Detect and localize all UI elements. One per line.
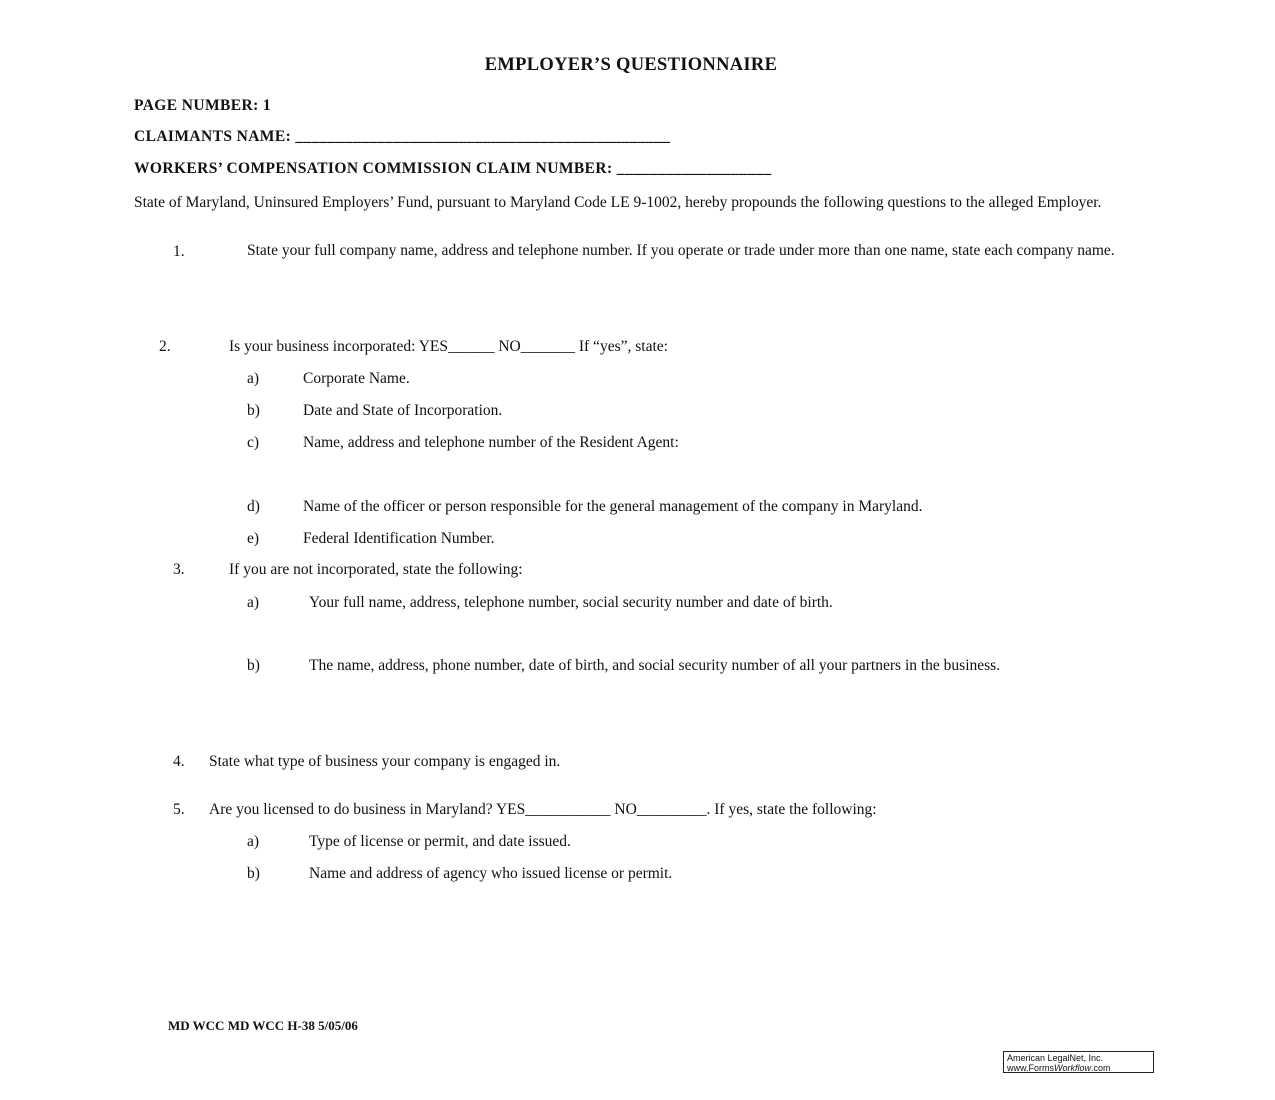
q3-item-a-letter: a): [247, 594, 260, 611]
brand-url-prefix: www.Forms: [1007, 1063, 1054, 1073]
question-4-text: State what type of business your company is engaged in.: [209, 753, 561, 770]
question-2-text: Is your business incorporated: YES______ NO_______ If “yes”, state:: [229, 338, 668, 355]
q5-item-b-text: Name and address of agency who issued license or permit.: [309, 865, 673, 882]
q5-item-a-letter: a): [247, 833, 260, 850]
brand-logo-box: [1003, 1051, 1154, 1073]
question-2-number: 2.: [159, 338, 171, 355]
q3-item-b-letter: b): [247, 657, 260, 674]
q2-item-a-letter: a): [247, 370, 260, 387]
q2-item-c-letter: c): [247, 434, 260, 451]
question-5-number: 5.: [173, 801, 185, 818]
q2-item-d-letter: d): [247, 498, 260, 515]
form-code: MD WCC MD WCC H-38 5/05/06: [168, 1018, 358, 1033]
page-number: PAGE NUMBER: 1: [134, 97, 272, 114]
q2-item-b-letter: b): [247, 402, 260, 419]
brand-line-2: [1007, 1063, 1150, 1073]
claim-number-field: WORKERS’ COMPENSATION COMMISSION CLAIM NUMBER: ___________________: [134, 160, 772, 177]
q2-item-e-text: Federal Identification Number.: [303, 530, 495, 547]
question-1-number: 1.: [173, 243, 185, 260]
q5-item-a-text: Type of license or permit, and date issued.: [309, 833, 571, 850]
q2-item-d-text: Name of the officer or person responsible for the general management of the company in Maryland.: [303, 498, 923, 515]
q2-item-a-text: Corporate Name.: [303, 370, 410, 387]
q5-item-b-letter: b): [247, 865, 260, 882]
claimant-name-field: CLAIMANTS NAME: ______________________________________________: [134, 128, 671, 145]
q2-item-b-text: Date and State of Incorporation.: [303, 402, 503, 419]
question-5-text: Are you licensed to do business in Maryland? YES___________ NO_________. If yes, state the following:: [209, 801, 877, 818]
brand-url-suffix: .com: [1091, 1063, 1111, 1073]
q3-item-a-text: Your full name, address, telephone number, social security number and date of birth.: [309, 594, 833, 611]
brand-line-1: American LegalNet, Inc.: [1007, 1053, 1104, 1063]
q2-item-e-letter: e): [247, 530, 260, 547]
q2-item-c-text: Name, address and telephone number of the Resident Agent:: [303, 434, 679, 451]
question-1-text: State your full company name, address and telephone number. If you operate or trade under more than one name, state each company name.: [247, 242, 1115, 259]
q3-item-b-text: The name, address, phone number, date of birth, and social security number of all your partners in the business.: [309, 657, 1001, 674]
question-4-number: 4.: [173, 753, 185, 770]
question-3-number: 3.: [173, 561, 185, 578]
page-title: EMPLOYER’S QUESTIONNAIRE: [484, 55, 778, 75]
intro-paragraph: State of Maryland, Uninsured Employers’ Fund, pursuant to Maryland Code LE 9-1002, hereby propounds the following questions to the alleged Employer.: [134, 194, 1102, 211]
brand-url-italic: Workflow: [1054, 1063, 1092, 1073]
question-3-text: If you are not incorporated, state the following:: [229, 561, 523, 578]
